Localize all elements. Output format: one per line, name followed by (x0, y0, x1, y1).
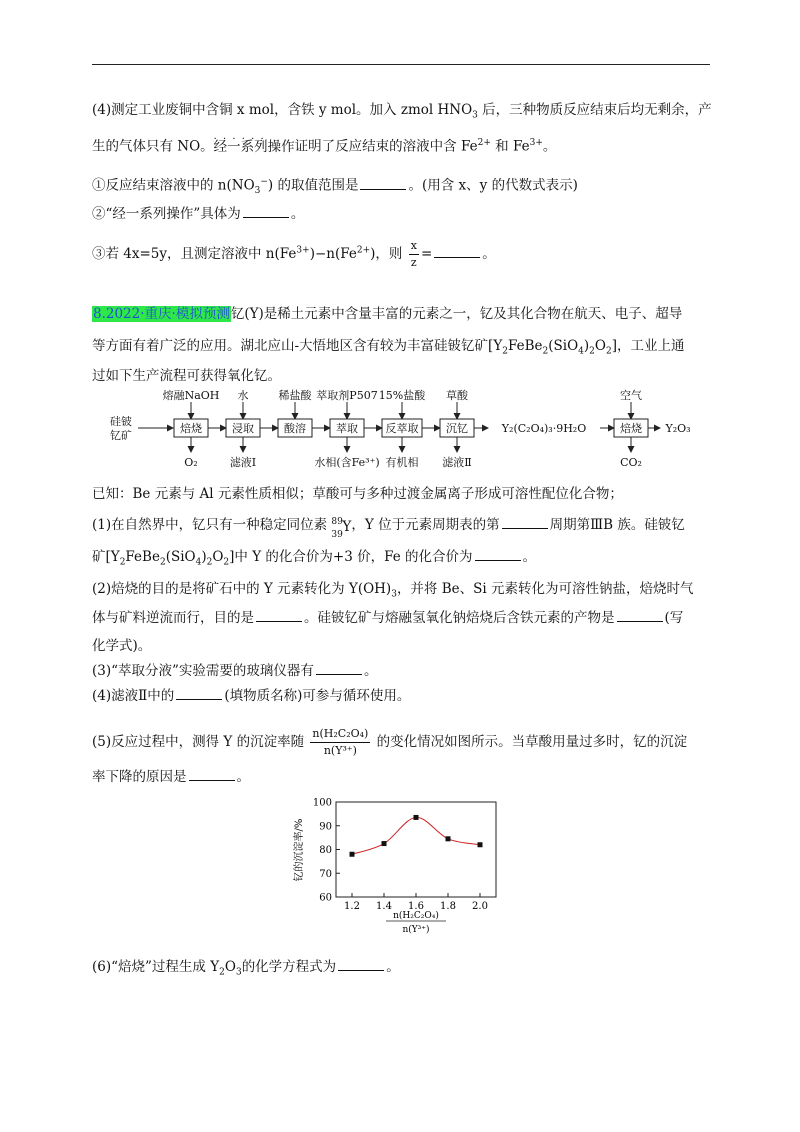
answer-blank[interactable] (475, 548, 521, 561)
source-tag[interactable]: 8.2022·重庆·模拟预测 (93, 306, 230, 322)
x-tick-label: 1.4 (376, 901, 392, 912)
q4-sub3: ③若 4x=5y，且测定溶液中 $n(Fe^{3+})-n(Fe^{2+})$，则 $\frac{x}{z}$ = 。 (92, 239, 496, 269)
y-tick-label: 90 (319, 821, 332, 833)
answer-blank[interactable] (617, 609, 663, 622)
x-tick-label: 1.6 (408, 901, 424, 912)
answer-blank[interactable] (176, 687, 222, 700)
header-rule (92, 64, 710, 65)
ratio-fraction: $\frac{\text{n(H₂C₂O₄)}}{\text{n(Y³⁺)}}$ (312, 727, 369, 757)
answer-blank[interactable] (256, 609, 302, 622)
q4-line2: 生的气体只有 NO。经一系列操作 · · ·证明了反应结束的溶液中含 $Fe^{2+}$ 和 $Fe^{3+}$。 (92, 133, 556, 157)
input-label: 稀盐酸 (278, 389, 312, 402)
output-label: 有机相 (385, 456, 419, 469)
answer-blank[interactable] (316, 662, 362, 675)
q8-p4: (4)滤液Ⅱ中的 (填物质名称)可参与循环使用。 (92, 688, 411, 704)
q8-p2: (2)焙烧的目的是将矿石中的 Y 元素转化为 $Y(OH)_3$，并将 Be、Si 元素转化为可溶性钠盐，焙烧时气 (92, 581, 694, 600)
x-axis-label-numerator: n(H₂C₂O₄) (393, 911, 439, 921)
answer-blank[interactable] (360, 177, 406, 190)
q8-intro: 8.2022·重庆·模拟预测钇(Y)是稀土元素中含量丰富的元素之一，钇及其化合物在航天、电子、超导 (93, 306, 683, 322)
q8-p3: (3)“萃取分液”实验需要的玻璃仪器有 。 (92, 663, 378, 679)
process-flow-diagram (100, 388, 700, 476)
output-label: 滤液Ⅰ (229, 456, 257, 469)
reagent-formula: zmol $HNO_3$ (400, 102, 478, 121)
input-label: 萃取剂P507 (316, 389, 378, 402)
feed-label: 硅铍 (110, 415, 132, 428)
q8-p1-b: 矿$[Y_2FeBe_2(SiO_4)_2O_2]$中 Y 的化合价为+3 价，Fe 的化合价为 。 (92, 549, 537, 568)
y-tick-label: 100 (312, 797, 332, 809)
q8-intro-c: 过如下生产流程可获得氧化钇。 (92, 368, 281, 384)
answer-blank[interactable] (434, 245, 480, 258)
data-point (478, 842, 483, 847)
step-label: 酸溶 (284, 422, 306, 435)
q4-intro-text-b: 后，三种物质反应结束后均无剩余，产 (482, 102, 712, 118)
answer-blank[interactable] (189, 768, 235, 781)
step-label: 萃取 (336, 422, 358, 435)
q8-p2-c: 化学式)。 (92, 638, 152, 654)
intermediate-label: Y₂(C₂O₄)₃·9H₂O (501, 422, 587, 435)
feed-label: 钇矿 (110, 429, 132, 442)
emphasis-dotted-text: 经一系列操作 · · · (214, 139, 295, 155)
ratio-fraction: $\frac{x}{z}$ (410, 239, 417, 269)
output-label: 水相(含Fe³⁺) (314, 456, 380, 469)
q4-intro (92, 100, 712, 126)
q8-p1: (1)在自然界中，钇只有一种稳定同位素 89 39 Y ，Y 位于元素周期表的第 周期第ⅢB 族。硅铍钇 (92, 516, 685, 540)
input-label: 水 (237, 389, 249, 402)
answer-blank[interactable] (338, 958, 384, 971)
x-tick-label: 1.8 (440, 901, 456, 912)
q8-p5-b: 率下降的原因是 。 (92, 769, 250, 785)
data-point (350, 852, 355, 857)
q4-sub1: ①反应结束溶液中的 $n(NO_3^-)$ 的取值范围是 。(用含 x、y 的代数式表示) (92, 177, 578, 197)
step-label: 焙烧 (620, 422, 642, 435)
q4-sub2: ②“经一系列操作”具体为 。 (92, 206, 305, 222)
q8-p6: (6)“焙烧”过程生成 $Y_2O_3$的化学方程式为 。 (92, 959, 400, 978)
y-tick-label: 60 (319, 892, 332, 904)
data-point (414, 815, 419, 820)
input-label: 15%盐酸 (378, 389, 426, 402)
step-label: 沉钇 (446, 422, 468, 435)
y-axis-label: 钇的沉淀率/% (294, 818, 305, 882)
step-label: 焙烧 (180, 422, 202, 435)
q4-intro-text: (4)测定工业废铜中含铜 x mol，含铁 y mol。加入 (92, 102, 397, 118)
answer-blank[interactable] (243, 205, 289, 218)
q8-intro-b: 等方面有着广泛的应用。湖北应山-大悟地区含有较为丰富硅铍钇矿$[Y_2FeBe_2(SiO_4)_2O_2]$，工业上通 (92, 338, 685, 357)
q8-p2-b: 体与矿料逆流而行，目的是 。硅铍钇矿与熔融氢氧化钠焙烧后含铁元素的产物是 (写 (92, 610, 684, 626)
x-tick-label: 1.2 (344, 901, 360, 912)
x-axis-label-denominator: n(Y³⁺) (402, 925, 430, 935)
q8-known: 已知：Be 元素与 Al 元素性质相似；草酸可与多种过渡金属离子形成可溶性配位化合物； (92, 486, 623, 502)
step-label: 浸取 (232, 422, 254, 435)
input-label: 熔融NaOH (162, 389, 220, 402)
step-label: 反萃取 (385, 422, 419, 435)
x-tick-label: 2.0 (472, 901, 488, 912)
output-label: O₂ (184, 456, 198, 469)
output-label: CO₂ (620, 456, 642, 469)
y-tick-label: 70 (319, 868, 332, 880)
series-line (352, 817, 480, 854)
data-point (446, 836, 451, 841)
input-label: 空气 (620, 389, 642, 402)
q8-p5: (5)反应过程中，测得 Y 的沉淀率随 $\frac{\text{n(H₂C₂O₄)}}{\text{n(Y³⁺)}}$ 的变化情况如图所示。当草酸用量过多时，钇的沉淀 (92, 727, 688, 757)
isotope-notation: 89 39 Y (331, 516, 352, 540)
data-point (382, 841, 387, 846)
output-label: 滤液Ⅱ (442, 456, 472, 469)
y-tick-label: 80 (319, 845, 332, 856)
precipitation-rate-chart (280, 790, 520, 950)
answer-blank[interactable] (502, 516, 548, 529)
input-label: 草酸 (446, 389, 468, 402)
product-label: Y₂O₃ (665, 422, 691, 435)
